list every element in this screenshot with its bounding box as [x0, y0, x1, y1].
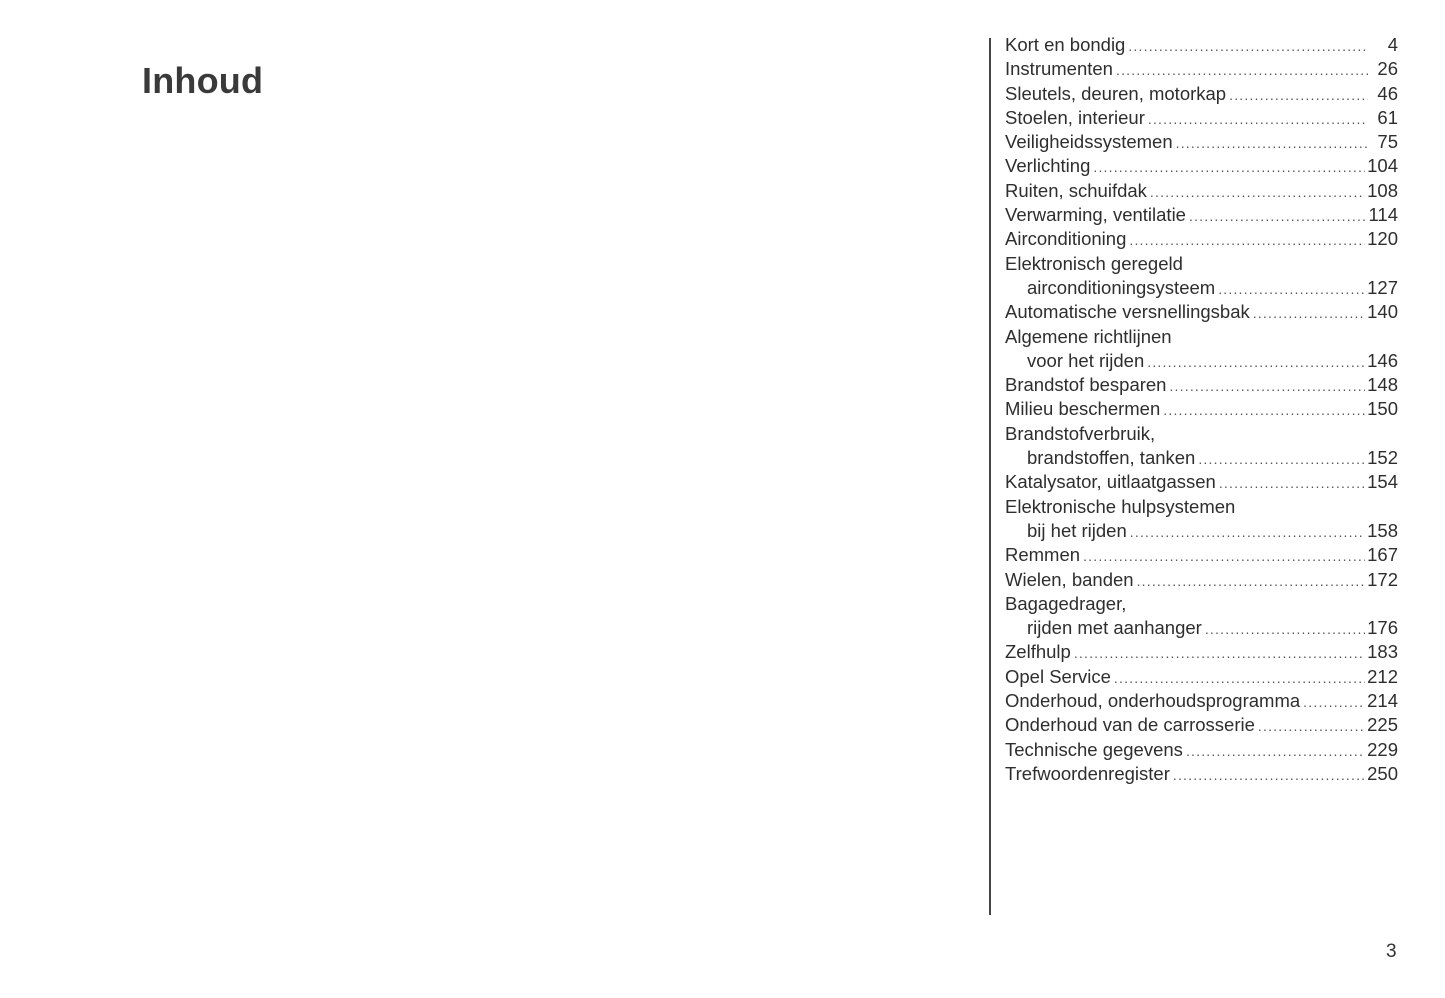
toc-entry-page: 114: [1368, 204, 1398, 226]
toc-entry[interactable]: [1005, 470, 1398, 494]
toc-entry-label: brandstoffen, tanken: [1027, 447, 1196, 469]
toc-entry-label: rijden met aanhanger: [1027, 617, 1202, 639]
toc-entry-page: 150: [1367, 398, 1398, 420]
toc-entry[interactable]: [1005, 57, 1398, 81]
toc-leader-dots: [1258, 714, 1365, 738]
toc-entry[interactable]: [1005, 349, 1398, 373]
toc-leader-dots: [1189, 204, 1367, 228]
toc-entry-label: Brandstofverbruik,: [1005, 422, 1156, 444]
toc-entry-label: Elektronische hulpsystemen: [1005, 495, 1236, 517]
toc-leader-dots: [1205, 617, 1365, 641]
toc-entry[interactable]: [1005, 640, 1398, 664]
toc-leader-dots: [1218, 277, 1365, 301]
toc-entry-page: 167: [1367, 544, 1398, 566]
toc-entry-page: 104: [1367, 155, 1398, 177]
toc-leader-dots: [1148, 107, 1368, 131]
toc-leader-dots: [1229, 83, 1368, 107]
toc-entry[interactable]: [1005, 179, 1398, 203]
toc-entry[interactable]: [1005, 543, 1398, 567]
toc-entry-page: 250: [1367, 762, 1398, 784]
column-divider: [989, 38, 991, 915]
toc-entry[interactable]: [1005, 568, 1398, 592]
toc-entry[interactable]: [1005, 203, 1398, 227]
toc-entry[interactable]: [1005, 397, 1398, 421]
toc-entry-page: 75: [1377, 131, 1398, 153]
toc-entry-page: 172: [1367, 568, 1398, 590]
toc-entry-heading[interactable]: [1005, 592, 1398, 616]
toc-entry-page: 4: [1387, 34, 1398, 55]
toc-leader-dots: [1303, 690, 1365, 714]
toc-entry-page: 183: [1367, 641, 1398, 663]
toc-entry-label: Veiligheidssystemen: [1005, 131, 1173, 153]
toc-entry-heading[interactable]: [1005, 495, 1398, 519]
toc-entry[interactable]: [1005, 446, 1398, 470]
toc-entry-label: Remmen: [1005, 544, 1081, 566]
toc-entry-label: Onderhoud, onderhoudsprogramma: [1005, 690, 1301, 712]
toc-entry-label: Opel Service: [1005, 665, 1111, 687]
toc-entry-page: 46: [1377, 82, 1398, 104]
toc-entry-page: 214: [1367, 690, 1398, 712]
toc-leader-dots: [1219, 471, 1365, 495]
toc-entry[interactable]: [1005, 373, 1398, 397]
toc-entry-label: Zelfhulp: [1005, 641, 1071, 663]
toc-entry-label: Milieu beschermen: [1005, 398, 1161, 420]
toc-entry[interactable]: [1005, 519, 1398, 543]
toc-entry-label: Brandstof besparen: [1005, 374, 1167, 396]
toc-entry-label: Kort en bondig: [1005, 34, 1126, 55]
toc-entry-heading[interactable]: [1005, 252, 1398, 276]
table-of-contents: [1005, 33, 1398, 786]
toc-entry-page: 140: [1367, 301, 1398, 323]
toc-leader-dots: [1176, 131, 1368, 155]
toc-entry-page: 225: [1367, 714, 1398, 736]
toc-entry[interactable]: [1005, 713, 1398, 737]
toc-entry-label: Wielen, banden: [1005, 568, 1134, 590]
toc-leader-dots: [1150, 180, 1365, 204]
toc-entry[interactable]: [1005, 154, 1398, 178]
toc-entry-label: Verlichting: [1005, 155, 1091, 177]
toc-entry-label: Trefwoordenregister: [1005, 762, 1170, 784]
toc-entry-label: airconditioningsysteem: [1027, 276, 1216, 298]
page-number: 3: [1386, 941, 1397, 962]
toc-entry[interactable]: [1005, 665, 1398, 689]
toc-entry[interactable]: [1005, 130, 1398, 154]
toc-entry-page: 148: [1367, 374, 1398, 396]
toc-entry-label: Bagagedrager,: [1005, 592, 1127, 614]
toc-entry-page: 154: [1367, 471, 1398, 493]
toc-entry[interactable]: [1005, 33, 1398, 57]
toc-entry-page: 146: [1367, 349, 1398, 371]
toc-entry-label: Verwarming, ventilatie: [1005, 204, 1186, 226]
toc-entry[interactable]: [1005, 762, 1398, 786]
toc-entry-label: Ruiten, schuifdak: [1005, 179, 1147, 201]
toc-leader-dots: [1093, 155, 1365, 179]
toc-entry[interactable]: [1005, 227, 1398, 251]
toc-entry-label: Katalysator, uitlaatgassen: [1005, 471, 1216, 493]
toc-entry[interactable]: [1005, 276, 1398, 300]
toc-leader-dots: [1163, 398, 1365, 422]
toc-entry-label: Automatische versnellingsbak: [1005, 301, 1250, 323]
toc-entry[interactable]: [1005, 738, 1398, 762]
toc-entry-label: Airconditioning: [1005, 228, 1127, 250]
toc-entry[interactable]: [1005, 616, 1398, 640]
toc-entry-label: Elektronisch geregeld: [1005, 252, 1183, 274]
toc-entry-page: 152: [1367, 447, 1398, 469]
toc-entry[interactable]: [1005, 300, 1398, 324]
toc-entry-page: 61: [1377, 106, 1398, 128]
toc-entry-page: 127: [1367, 276, 1398, 298]
toc-entry-page: 108: [1367, 179, 1398, 201]
toc-entry-label: Stoelen, interieur: [1005, 106, 1145, 128]
toc-entry-label: Technische gegevens: [1005, 738, 1183, 760]
toc-leader-dots: [1116, 58, 1368, 82]
toc-leader-dots: [1137, 569, 1366, 593]
toc-leader-dots: [1173, 763, 1365, 787]
toc-entry-page: 212: [1367, 665, 1398, 687]
toc-entry-label: Algemene richtlijnen: [1005, 325, 1172, 347]
toc-entry[interactable]: [1005, 82, 1398, 106]
toc-leader-dots: [1147, 350, 1365, 374]
toc-entry-page: 26: [1377, 58, 1398, 80]
toc-entry-label: Sleutels, deuren, motorkap: [1005, 82, 1227, 104]
toc-leader-dots: [1074, 641, 1365, 665]
toc-entry-label: Onderhoud van de carrosserie: [1005, 714, 1255, 736]
toc-entry-page: 120: [1367, 228, 1398, 250]
toc-entry-page: 229: [1367, 738, 1398, 760]
toc-leader-dots: [1129, 228, 1365, 252]
toc-entry-heading[interactable]: [1005, 422, 1398, 446]
toc-leader-dots: [1198, 447, 1365, 471]
toc-entry-page: 158: [1367, 519, 1398, 541]
toc-leader-dots: [1253, 301, 1365, 325]
toc-entry-label: voor het rijden: [1027, 349, 1145, 371]
toc-leader-dots: [1128, 34, 1368, 58]
toc-leader-dots: [1083, 544, 1365, 568]
toc-entry-heading[interactable]: [1005, 325, 1398, 349]
toc-entry[interactable]: [1005, 106, 1398, 130]
toc-leader-dots: [1114, 666, 1365, 690]
page-title: Inhoud: [142, 60, 264, 102]
toc-leader-dots: [1186, 739, 1365, 763]
toc-entry-page: 176: [1367, 617, 1398, 639]
toc-entry-label: Instrumenten: [1005, 58, 1113, 80]
toc-leader-dots: [1130, 520, 1365, 544]
toc-leader-dots: [1169, 374, 1365, 398]
toc-entry-label: bij het rijden: [1027, 519, 1127, 541]
toc-entry[interactable]: [1005, 689, 1398, 713]
